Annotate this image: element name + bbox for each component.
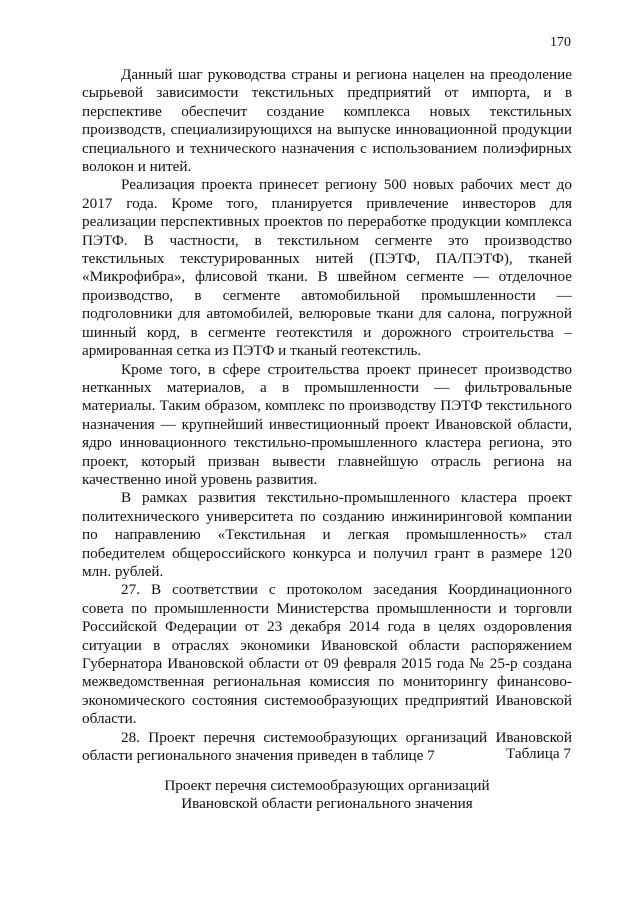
table-title [82,777,572,814]
body-text [82,66,572,765]
paragraph-5: 27. В соответствии с протоколом заседания Координационного совета по промышленности Министерства промышленности и торговли Российской Федерации от 23 декабря 2014 года в целях оздоровления ситуации в отраслях экономики Ивановской области распоряжением Губернатора Ивановской области от 09 февраля 2015 года № 25-р создана межведомственная региональная комиссия по мониторингу финансово-экономического состояния системообразующих предприятий Ивановской области. [82,581,572,728]
paragraph-3: Кроме того, в сфере строительства проект принесет производство нетканных материалов, а в промышленности — фильтровальные материалы. Таким образом, комплекс по производству ПЭТФ текстильного назначения — крупнейший инвестиционный проект Ивановской области, ядро инновационного текстильно-промышленного кластера региона, это проект, который призван вывести главнейшую отрасль региона на качественно иной уровень развития. [82,360,572,488]
table-title-line-2: Ивановской области регионального значения [181,795,473,813]
table-caption: Таблица 7 [506,745,571,762]
table-title-line-1: Проект перечня системообразующих организаций [164,777,490,794]
paragraph-4: В рамках развития текстильно-промышленного кластера проект политехнического университета по созданию инжиниринговой компании по направлению «Текстильная и легкая промышленность» стал победителем общероссийского конкурса и получил грант в размере 120 млн. рублей. [82,489,572,580]
paragraph-2: Реализация проекта принесет региону 500 новых рабочих мест до 2017 года. Кроме того, планируется привлечение инвесторов для реализации перспективных проектов по переработке продукции комплекса ПЭТФ. В частности, в текстильном сегменте это производство текстильных текстурированных нитей (ПЭТФ, ПА/ПЭТФ), тканей «Микрофибра», флисовой ткани. В швейном сегменте — отделочное производство, в сегменте автомобильной промышленности — подголовники для автомобилей, велюровые ткани для салона, погружной шинный корд, в сегменте геотекстиля и дорожного строительства – армированная сетка из ПЭТФ и тканый геотекстиль. [82,176,572,360]
paragraph-6: 28. Проект перечня системообразующих организаций Ивановской области регионального значения приведен в таблице 7 [82,728,572,765]
paragraph-1: Данный шаг руководства страны и региона нацелен на преодоление сырьевой зависимости текстильных предприятий от импорта, и в перспективе обеспечит создание комплекса новых текстильных производств, специализирующихся на выпуске инновационной продукции специального и технического назначения с использованием полиэфирных волокон и нитей. [82,66,572,176]
page-number: 170 [550,35,571,50]
